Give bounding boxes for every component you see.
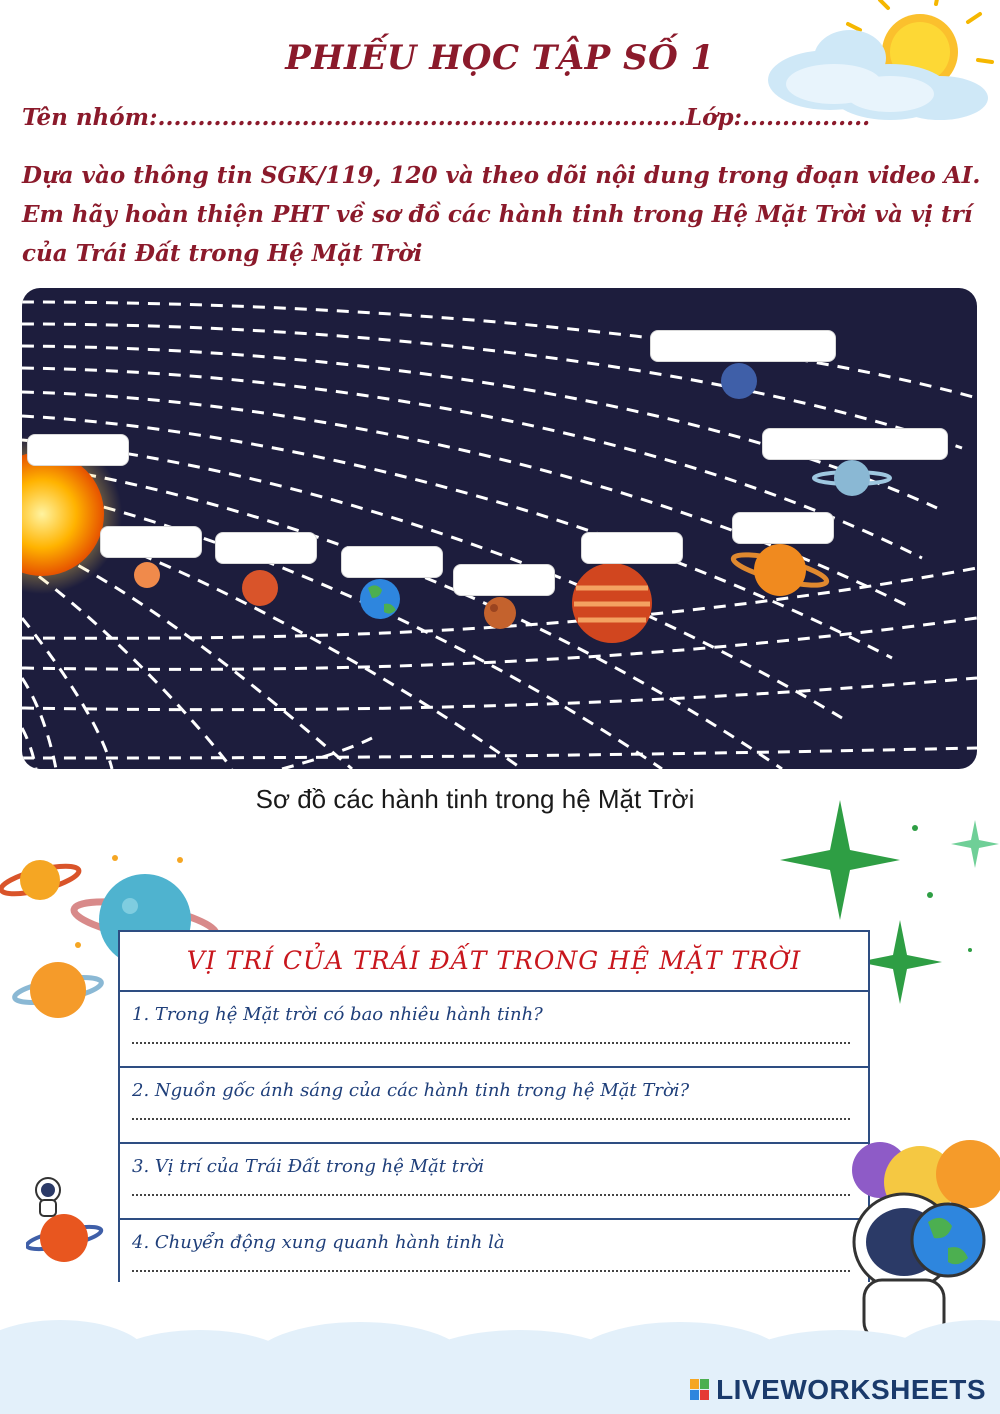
label-box-mercury[interactable] <box>100 526 202 558</box>
questions-panel <box>118 930 870 1282</box>
mercury <box>134 562 160 588</box>
label-box-venus[interactable] <box>215 532 317 564</box>
group-class-line[interactable]: Tên nhóm:..................................................................Lớp:................ <box>22 104 871 131</box>
label-box-mars[interactable] <box>453 564 555 596</box>
solar-system-diagram <box>22 288 977 769</box>
saturn <box>754 544 806 596</box>
earth <box>360 579 400 619</box>
venus <box>242 570 278 606</box>
question-row <box>120 1068 868 1144</box>
questions-panel-title: VỊ TRÍ CỦA TRÁI ĐẤT TRONG HỆ MẶT TRỜI <box>120 932 868 992</box>
label-box-jupiter[interactable] <box>581 532 683 564</box>
instruction-line: Dựa vào thông tin SGK/119, 120 và theo dõi nội dung trong đoạn video AI. <box>22 162 981 189</box>
mars <box>484 597 516 629</box>
answer-line[interactable] <box>132 1042 850 1044</box>
question-text: 3. Vị trí của Trái Đất trong hệ Mặt trời <box>132 1156 485 1177</box>
question-text: 1. Trong hệ Mặt trời có bao nhiêu hành tinh? <box>132 1004 543 1025</box>
label-box-uranus[interactable] <box>762 428 948 460</box>
liveworksheets-logo-text: LIVEWORKSHEETS <box>716 1374 986 1405</box>
worksheet-title: PHIẾU HỌC TẬP SỐ 1 <box>285 38 715 78</box>
diagram-caption: Sơ đồ các hành tinh trong hệ Mặt Trời <box>255 784 695 814</box>
label-box-saturn[interactable] <box>732 512 834 544</box>
instructions <box>22 156 982 273</box>
answer-line[interactable] <box>132 1194 850 1196</box>
liveworksheets-logo[interactable] <box>690 1374 986 1406</box>
question-row <box>120 992 868 1068</box>
astronaut-small-icon <box>26 1170 106 1270</box>
label-box-earth[interactable] <box>341 546 443 578</box>
instruction-line: Em hãy hoàn thiện PHT về sơ đồ các hành tinh trong Hệ Mặt Trời và vị trí <box>22 201 973 228</box>
label-box-neptune[interactable] <box>650 330 836 362</box>
question-text: 2. Nguồn gốc ánh sáng của các hành tinh trong hệ Mặt Trời? <box>132 1080 690 1101</box>
question-row <box>120 1220 868 1294</box>
answer-line[interactable] <box>132 1270 850 1272</box>
neptune <box>721 363 757 399</box>
instruction-line: của Trái Đất trong Hệ Mặt Trời <box>22 240 423 267</box>
label-box-sun[interactable] <box>27 434 129 466</box>
question-text: 4. Chuyển động xung quanh hành tinh là <box>132 1232 505 1253</box>
liveworksheets-mark-icon <box>690 1379 710 1401</box>
uranus <box>834 460 870 496</box>
answer-line[interactable] <box>132 1118 850 1120</box>
question-row <box>120 1144 868 1220</box>
